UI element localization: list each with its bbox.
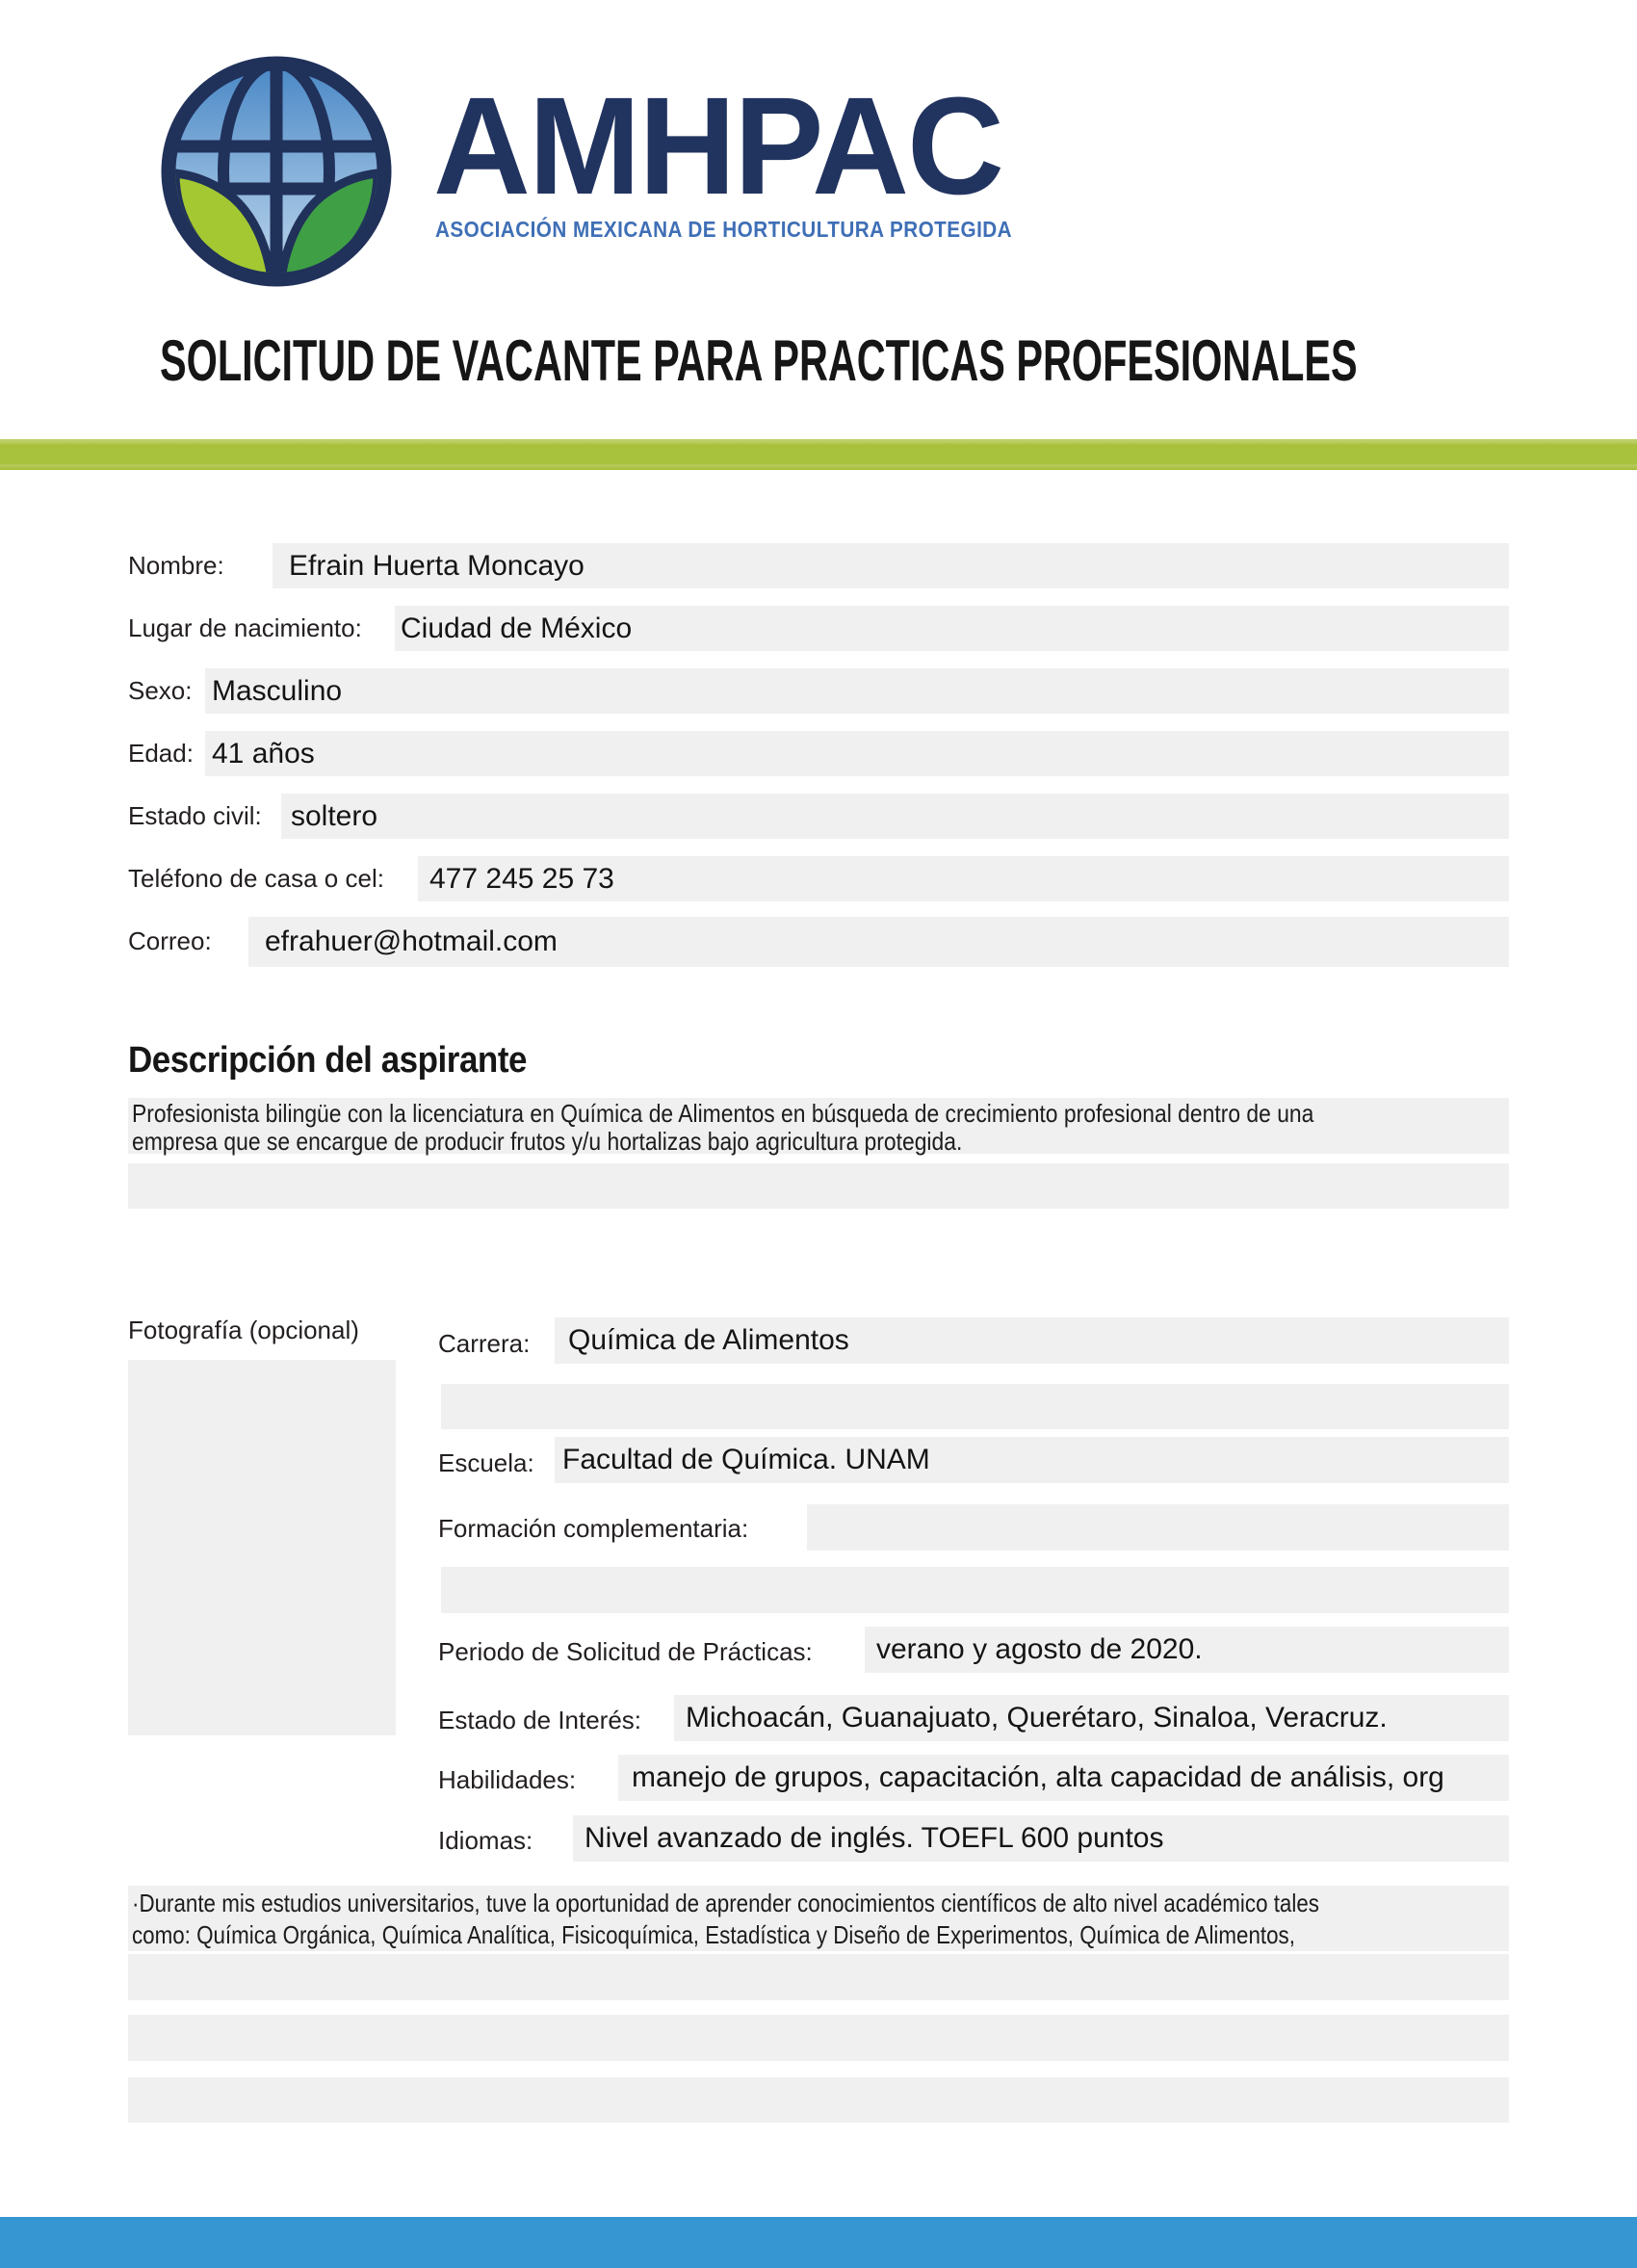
green-divider-bar bbox=[0, 439, 1637, 470]
description-line-1: Profesionista bilingüe con la licenciatura en Química de Alimentos en búsqueda de crecimiento profesional dentro de una bbox=[132, 1099, 1314, 1128]
field-label-escuela: Escuela: bbox=[438, 1448, 534, 1477]
field-input-estado-civil[interactable] bbox=[281, 794, 1509, 839]
field-value-correo: efrahuer@hotmail.com bbox=[265, 925, 558, 957]
amhpac-globe-logo bbox=[158, 53, 395, 290]
field-label-estado-civil: Estado civil: bbox=[128, 801, 262, 830]
field-input-carrera[interactable] bbox=[555, 1317, 1509, 1364]
carrera-extra-line[interactable] bbox=[441, 1384, 1509, 1429]
field-label-habilidades: Habilidades: bbox=[438, 1765, 577, 1794]
field-label-carrera: Carrera: bbox=[438, 1329, 531, 1358]
field-input-estado-interes[interactable] bbox=[674, 1695, 1509, 1741]
field-value-estado-interes: Michoacán, Guanajuato, Querétaro, Sinaloa, Veracruz. bbox=[686, 1702, 1388, 1734]
field-input-sexo[interactable] bbox=[205, 668, 1509, 714]
field-value-idiomas: Nivel avanzado de inglés. TOEFL 600 puntos bbox=[585, 1822, 1164, 1854]
brand-wordmark: AMHPAC bbox=[433, 68, 1003, 223]
field-label-sexo: Sexo: bbox=[128, 676, 193, 705]
description-line-2: empresa que se encargue de producir frutos y/u hortalizas bajo agricultura protegida. bbox=[132, 1127, 963, 1156]
field-label-periodo-practicas: Periodo de Solicitud de Prácticas: bbox=[438, 1637, 813, 1666]
field-label-correo: Correo: bbox=[128, 926, 212, 955]
field-input-formacion-complementaria[interactable] bbox=[807, 1504, 1509, 1551]
field-value-periodo-practicas: verano y agosto de 2020. bbox=[876, 1633, 1203, 1665]
field-label-formacion-complementaria: Formación complementaria: bbox=[438, 1514, 749, 1543]
field-input-habilidades[interactable] bbox=[618, 1755, 1509, 1801]
description-section-heading: Descripción del aspirante bbox=[128, 1040, 527, 1081]
field-label-lugar-nacimiento: Lugar de nacimiento: bbox=[128, 613, 362, 642]
brand-tagline: ASOCIACIÓN MEXICANA DE HORTICULTURA PROTEGIDA bbox=[435, 217, 1013, 242]
field-input-escuela[interactable] bbox=[555, 1437, 1509, 1483]
field-input-nombre[interactable] bbox=[273, 543, 1509, 588]
page-title: SOLICITUD DE VACANTE PARA PRACTICAS PROFESIONALES bbox=[160, 328, 1358, 393]
footer-blue-bar bbox=[0, 2217, 1637, 2268]
field-input-correo[interactable] bbox=[248, 917, 1509, 967]
notes-extra-line-2[interactable] bbox=[128, 2015, 1509, 2061]
field-value-edad: 41 años bbox=[212, 737, 315, 769]
photo-label: Fotografía (opcional) bbox=[128, 1316, 359, 1344]
field-input-periodo-practicas[interactable] bbox=[865, 1627, 1509, 1673]
notes-extra-line-3[interactable] bbox=[128, 2077, 1509, 2123]
field-label-edad: Edad: bbox=[128, 739, 194, 768]
field-input-telefono[interactable] bbox=[418, 856, 1509, 901]
notes-textarea[interactable] bbox=[128, 1886, 1509, 1951]
description-textarea[interactable] bbox=[128, 1098, 1509, 1154]
field-value-habilidades: manejo de grupos, capacitación, alta capacidad de análisis, org bbox=[632, 1761, 1444, 1793]
field-value-estado-civil: soltero bbox=[291, 799, 378, 832]
field-label-estado-interes: Estado de Interés: bbox=[438, 1706, 642, 1734]
field-value-sexo: Masculino bbox=[212, 674, 343, 707]
description-extra-line[interactable] bbox=[128, 1163, 1509, 1209]
field-value-telefono: 477 245 25 73 bbox=[429, 862, 614, 895]
formacion-extra-line[interactable] bbox=[441, 1567, 1509, 1613]
field-value-carrera: Química de Alimentos bbox=[568, 1324, 849, 1356]
field-input-edad[interactable] bbox=[205, 731, 1509, 776]
field-input-lugar-nacimiento[interactable] bbox=[395, 606, 1509, 651]
field-value-escuela: Facultad de Química. UNAM bbox=[562, 1444, 930, 1475]
field-value-nombre: Efrain Huerta Moncayo bbox=[289, 549, 585, 582]
field-label-nombre: Nombre: bbox=[128, 551, 224, 580]
field-label-telefono: Teléfono de casa o cel: bbox=[128, 864, 384, 893]
notes-extra-line-1[interactable] bbox=[128, 1954, 1509, 2000]
notes-line-2: como: Química Orgánica, Química Analítica, Fisicoquímica, Estadística y Diseño de Experimentos, Química de Alimentos, bbox=[132, 1920, 1295, 1949]
field-label-idiomas: Idiomas: bbox=[438, 1826, 533, 1855]
field-value-lugar-nacimiento: Ciudad de México bbox=[401, 612, 633, 644]
notes-line-1: ·Durante mis estudios universitarios, tuve la oportunidad de aprender conocimientos científicos de alto nivel académico tales bbox=[132, 1889, 1319, 1917]
field-input-idiomas[interactable] bbox=[573, 1815, 1509, 1862]
photo-placeholder-box[interactable] bbox=[128, 1360, 396, 1735]
